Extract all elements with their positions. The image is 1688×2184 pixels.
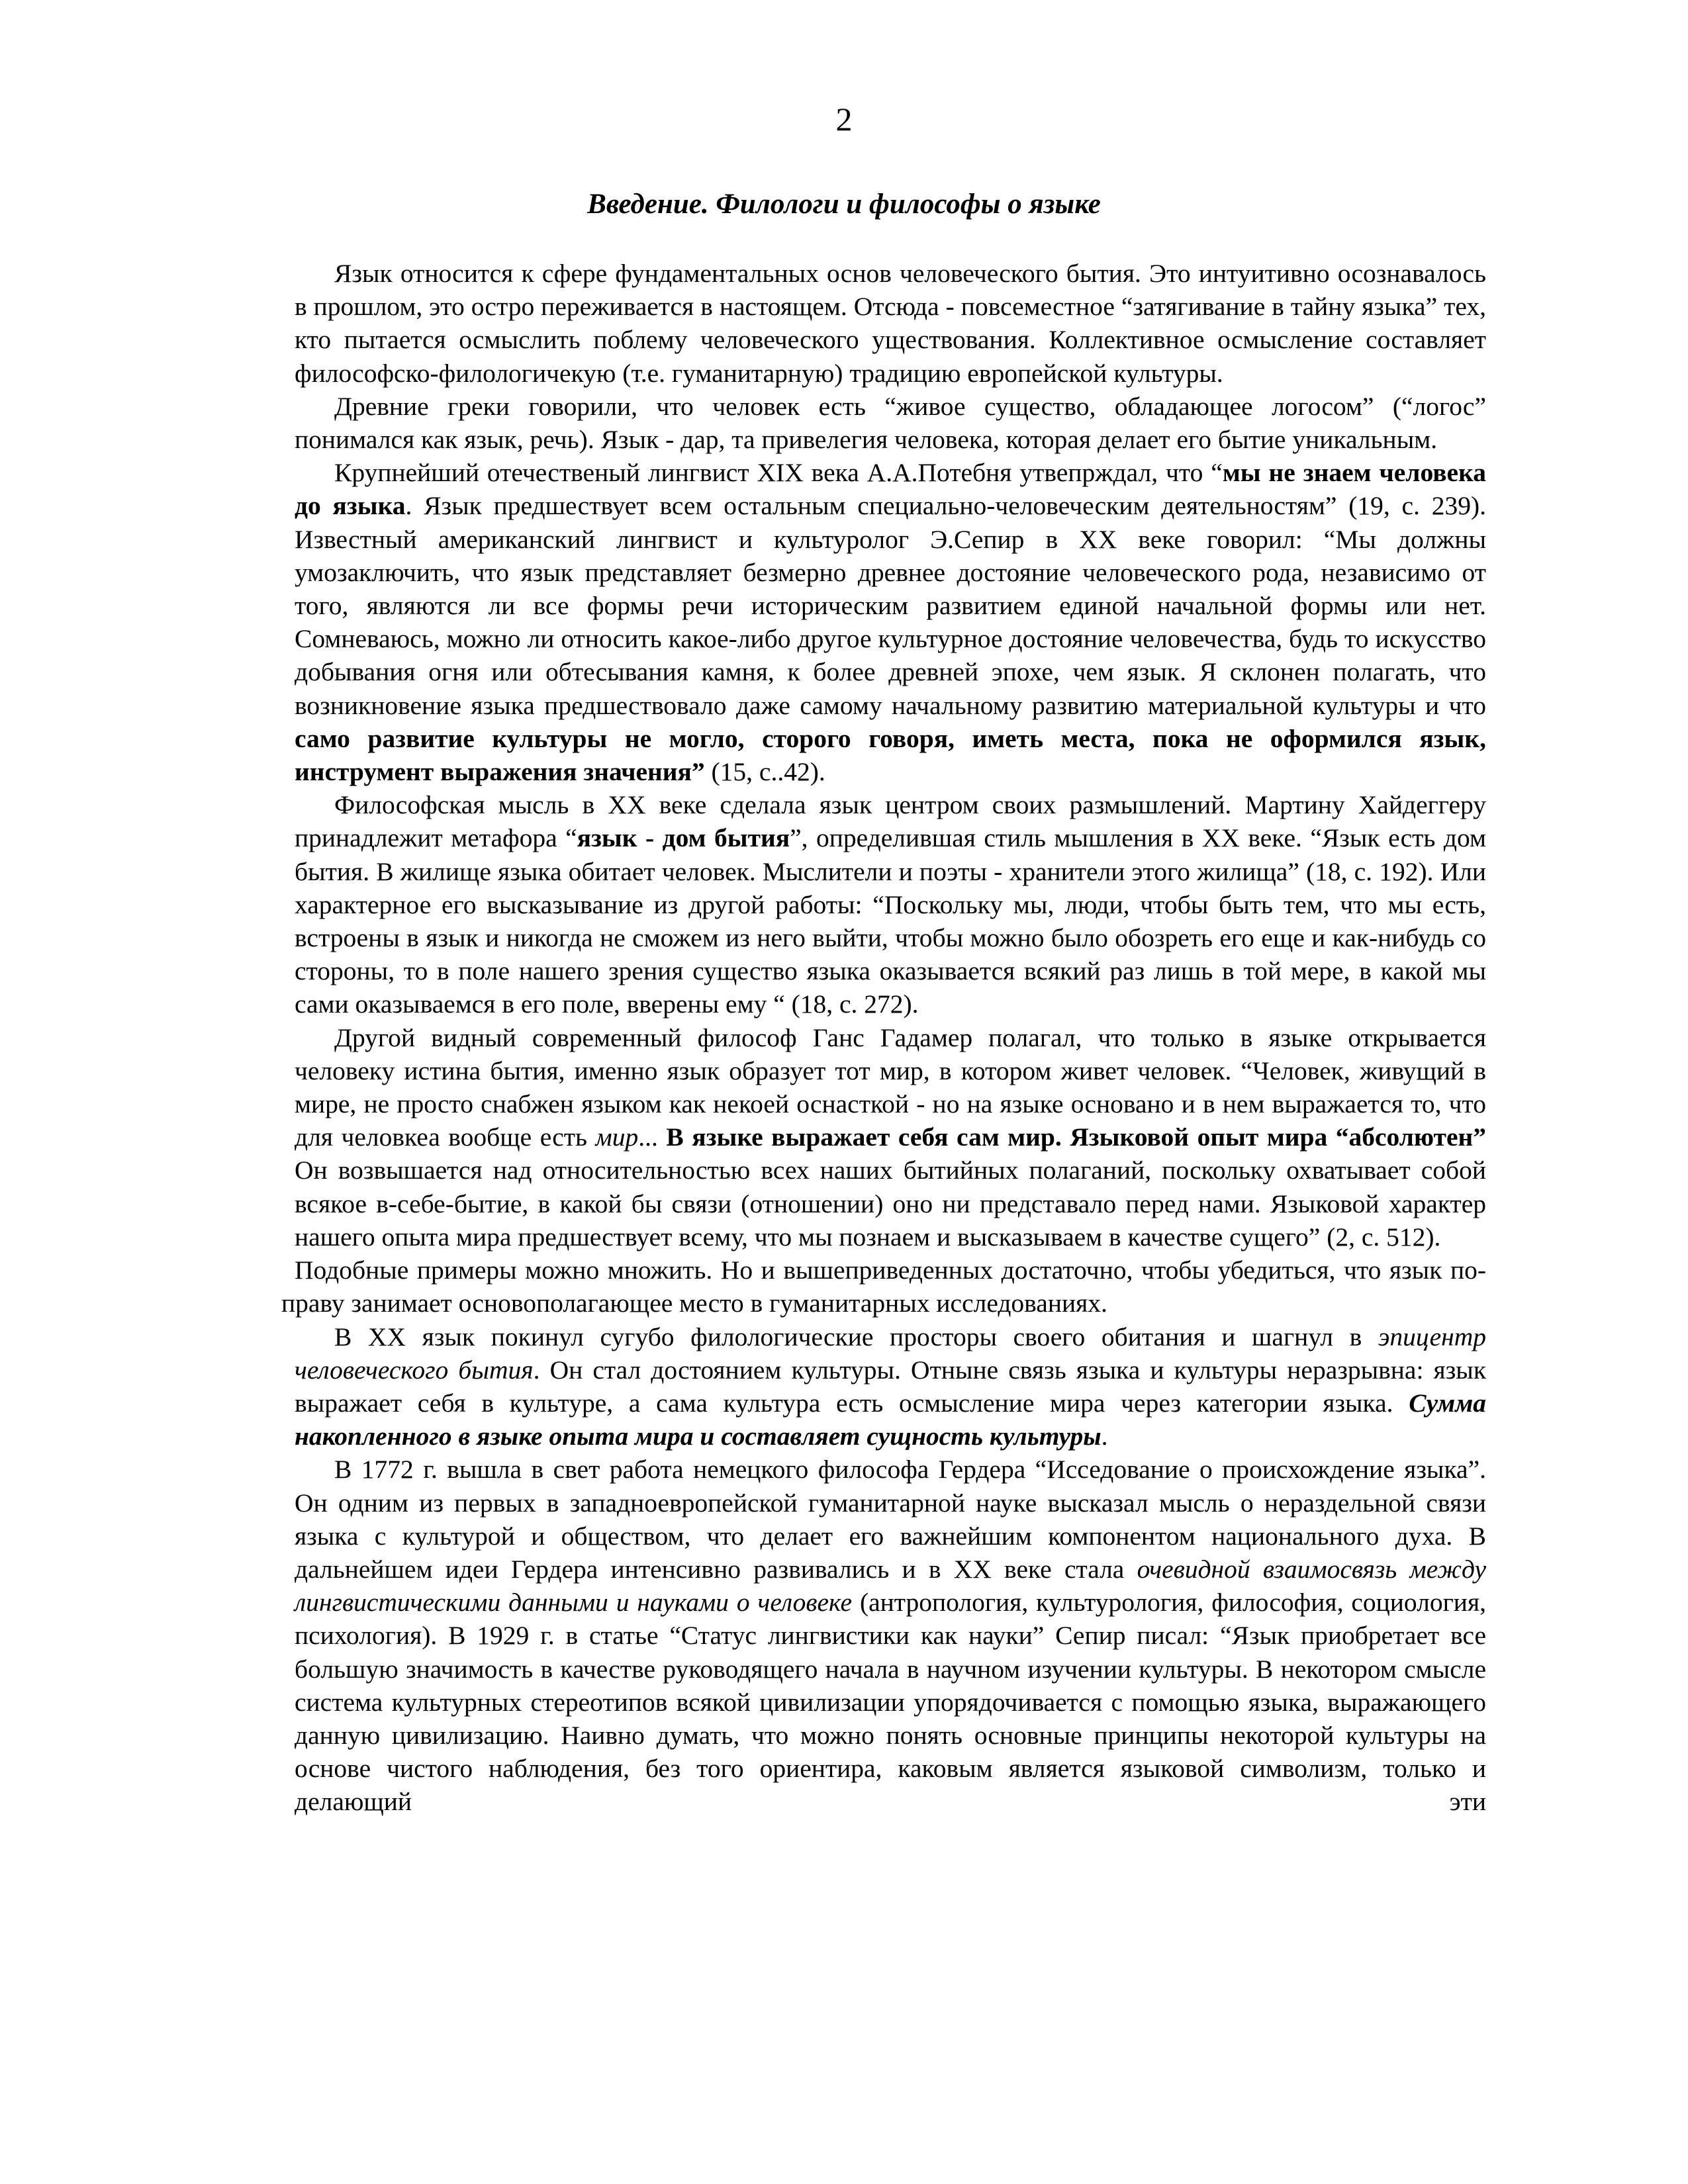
paragraph-p4 xyxy=(295,788,1486,1021)
text-segment: . xyxy=(1101,1422,1108,1451)
paragraph-p5 xyxy=(295,1021,1486,1253)
text-segment: очевидной взаимосвязь между лингвистическими данными и науками о человеке xyxy=(295,1554,1487,1617)
text-segment: Крупнейший отечественый лингвист XIX века А.А.Потебня утвепрждал, что “ xyxy=(334,458,1223,488)
text-segment: . Язык предшествует всем остальным специально-человеческим деятельностям” (19, с. 239). Известный американский лингвист и культуролог Э.Сепир в XX веке говорил: “Мы должны умозаключить, что язык представляет безмерно древнее достояние человеческого рода, независимо от того, являются ли все формы речи историческим развитием единой начальной формы или нет. Сомневаюсь, можно ли относить какое-либо другое культурное достояние человечества, будь то искусство добывания огня или обтесывания камня, к более древней эпохе, чем язык. Я склонен полагать, что возникновение языка предшествовало даже самому начальному развитию материальной культуры и что xyxy=(295,491,1486,720)
text-segment: Древние греки говорили, что человек есть “живое существо, обладающее логосом” (“логос” понимался как язык, речь). Язык - дар, та привелегия человека, которая делает его бытие уникальным. xyxy=(295,391,1486,455)
text-segment: . Он стал достоянием культуры. Отныне связь языка и культуры неразрывна: язык выражает себя в культуре, а сама культура есть осмысление мира через категории языка. xyxy=(295,1355,1487,1418)
text-segment: язык - дом бытия xyxy=(577,823,790,853)
body-text xyxy=(281,257,1487,1819)
section-heading: Введение. Филологи и философы о языке xyxy=(587,189,1101,220)
text-segment: ”, определившая стиль мышления в XX веке. “Язык есть дом бытия. В жилище языка обитает человек. Мыслители и поэты - хранители этого жилища” (18, с. 192). Или характерное его высказывание из другой работы: “Поскольку мы, люди, чтобы быть тем, что мы есть, встроены в язык и никогда не сможем из него выйти, чтобы можно было обозреть его еще и как-нибудь со стороны, то в поле нашего зрения существо языка оказывается всякий раз лишь в той мере, в какой мы сами оказываемся в его поле, вверены ему “ (18, с. 272). xyxy=(295,823,1486,1019)
text-segment: Подобные примеры можно множить. Но и вышеприведенных достаточно, чтобы убедиться, что язык по-праву занимает основополагающее место в гуманитарных исследованиях. xyxy=(281,1255,1486,1318)
paragraph-p3 xyxy=(295,456,1486,788)
text-segment: Язык относится к сфере фундаментальных основ человеческого бытия. Это интуитивно осознавалось в прошлом, это остро переживается в настоящем. Отсюда - повсеместное “затягивание в тайну языка” тех, кто пытается осмыслить поблему человеческого уществования. Коллективное осмысление составляет философско-филологичекую (т.е. гуманитарную) традицию европейской культуры. xyxy=(295,259,1486,388)
text-segment: Философская мысль в XX веке сделала язык центром своих размышлений. Мартину Хайдеггеру принадлежит метафора “ xyxy=(295,790,1486,853)
paragraph-p2 xyxy=(295,390,1486,456)
text-segment: В языке выражает себя сам мир. Языковой опыт мира “абсолютен” xyxy=(666,1122,1487,1152)
paragraph-p7 xyxy=(295,1320,1486,1453)
paragraph-p6 xyxy=(281,1253,1486,1320)
text-segment: (антропология, культурология, философия, социология, психология). В 1929 г. в статье “Статус лингвистики как науки” Сепир писал: “Язык приобретает все большую значимость в качестве руководящего начала в научном изучении культуры. В некотором смысле система культурных стереотипов всякой цивилизации упорядочивается с помощью языка, выражающего данную цивилизацию. Наивно думать, что можно понять основные принципы некоторой культуры на основе чистого наблюдения, без того ориентира, каковым является языковой символизм, только и делающий эти xyxy=(295,1588,1486,1817)
text-segment: само развитие культуры не могло, сторого говоря, иметь места, пока не оформился язык, инструмент выражения значения” xyxy=(295,723,1486,787)
text-segment: мир xyxy=(595,1122,639,1152)
page-number: 2 xyxy=(835,101,853,138)
text-segment: Сумма накопленного в языке опыта мира и составляет сущность культуры xyxy=(295,1388,1486,1451)
text-segment: В 1772 г. вышла в свет работа немецкого философа Гердера “Исседование о происхождение языка”. Он одним из первых в западноевропейской гуманитарной науке высказал мысль о нераздельной связи языка с культурой и обществом, что делает его важнейшим компонентом национального духа. В дальнейшем идеи Гердера интенсивно развивались и в XX веке стала xyxy=(295,1455,1486,1584)
paragraph-p1 xyxy=(295,257,1486,390)
text-segment: (15, с..42). xyxy=(704,757,825,787)
text-segment: эпицентр человеческого бытия xyxy=(295,1322,1486,1385)
text-segment: Он возвышается над относительностью всех наших бытийных полаганий, поскольку охватывает собой всякое в-себе-бытие, в какой бы связи (отношении) оно ни представало перед нами. Языковой характер нашего опыта мира предшествует всему, что мы познаем и высказываем в качестве сущего” (2, с. 512). xyxy=(295,1156,1486,1251)
text-segment: ... xyxy=(638,1122,667,1152)
text-segment: Другой видный современный философ Ганс Гадамер полагал, что только в языке открывается человеку истина бытия, именно язык образует тот мир, в котором живет человек. “Человек, живущий в мире, не просто снабжен языком как некоей оснасткой - но на языке основано и в нем выражается то, что для человкеа вообще есть xyxy=(295,1023,1486,1152)
paragraph-p8 xyxy=(295,1453,1486,1818)
text-segment: мы не знаем человека до языка xyxy=(295,458,1486,521)
text-segment: В XX язык покинул сугубо филологические просторы своего обитания и шагнул в xyxy=(334,1322,1378,1351)
